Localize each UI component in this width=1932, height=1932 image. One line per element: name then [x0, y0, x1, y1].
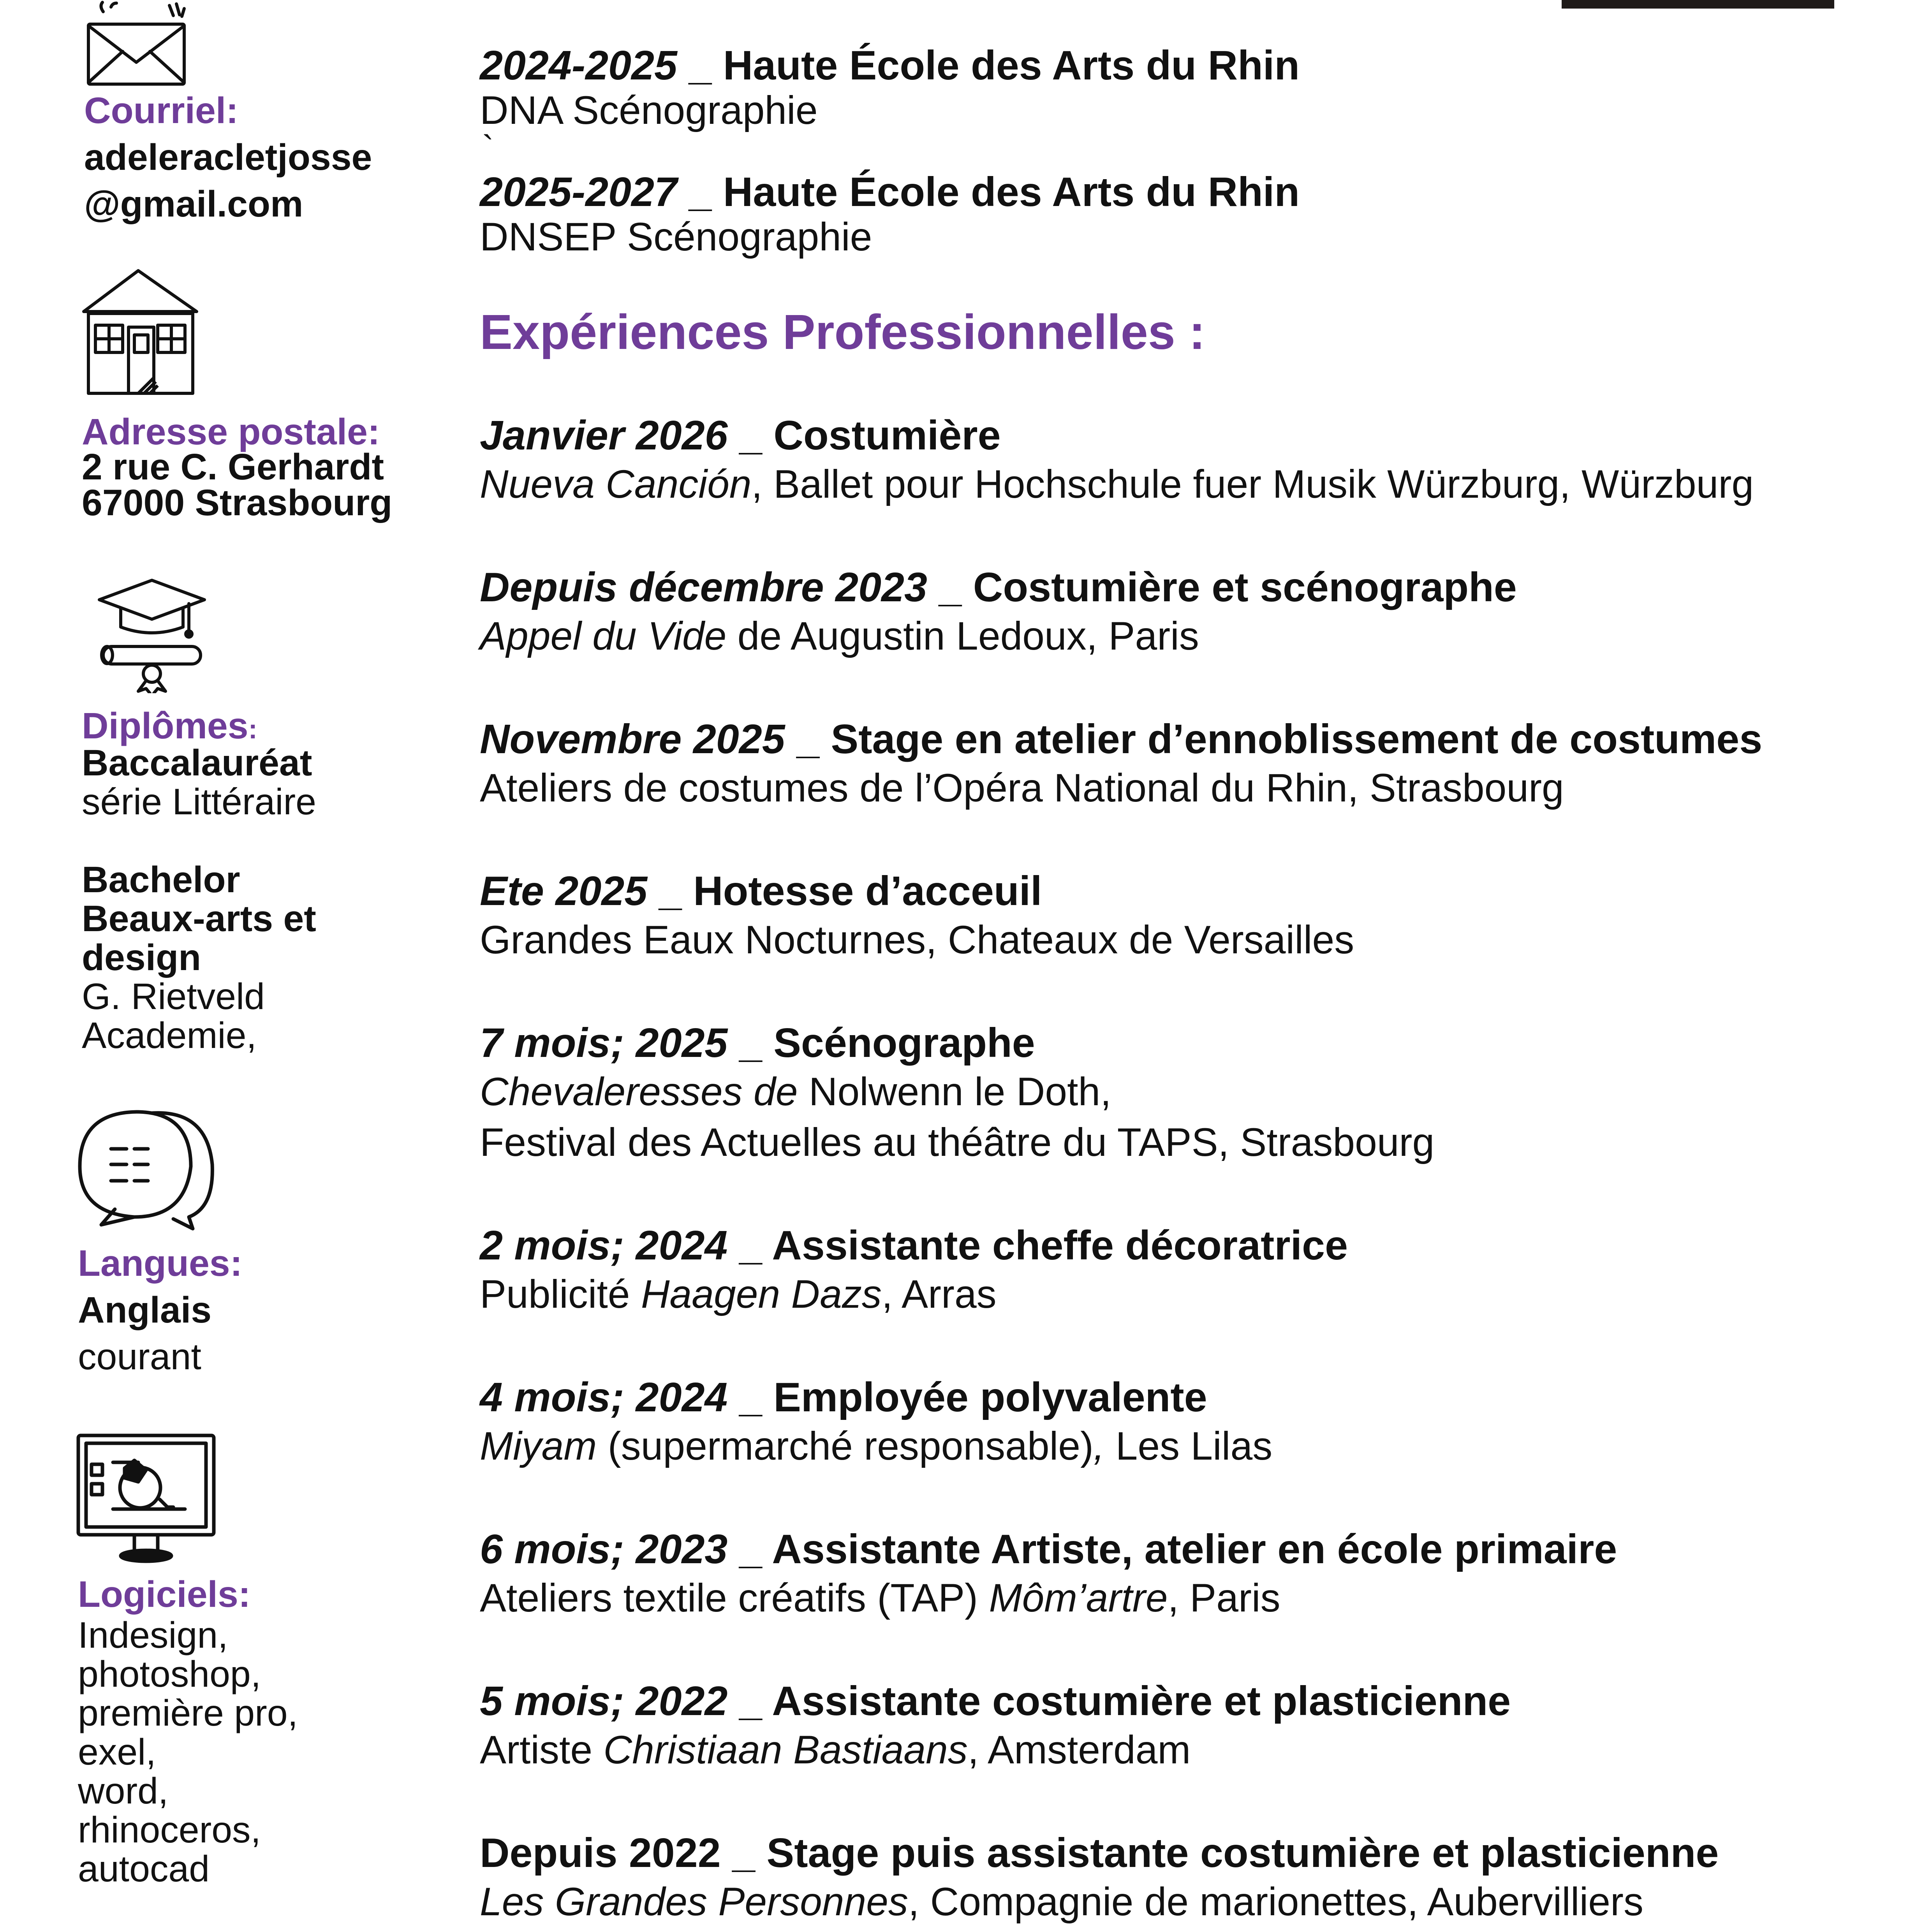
separator: _ [647, 868, 694, 914]
separator: _ [727, 1222, 772, 1268]
description-part: de Augustin Ledoux, Paris [726, 614, 1199, 658]
description-part: Grandes Eaux Nocturnes, Chateaux de Versailles [480, 918, 1354, 962]
bachelor-school-2: Academie, [82, 1015, 257, 1056]
separator: _ [677, 42, 723, 88]
email-line-2[interactable]: @gmail.com [84, 183, 303, 225]
profile-photo [1562, 0, 1834, 9]
experience-role: Employée polyvalente [773, 1374, 1207, 1420]
experience-date: Ete 2025 [480, 868, 648, 914]
software-item: Indesign, [78, 1615, 228, 1656]
experience-description [480, 1725, 1191, 1775]
software-item: photoshop, [78, 1654, 261, 1695]
experience-date: 6 mois; 2023 [480, 1526, 728, 1572]
education-school: Haute École des Arts du Rhin [723, 42, 1300, 88]
separator: _ [927, 564, 973, 610]
education-title [480, 169, 1300, 215]
education-school: Haute École des Arts du Rhin [723, 169, 1300, 215]
experience-date: Novembre 2025 [480, 716, 785, 762]
software-item: exel, [78, 1731, 156, 1773]
experience-title [480, 1223, 1348, 1268]
bac-detail: série Littéraire [82, 781, 316, 822]
address-city: 67000 Strasbourg [82, 482, 393, 523]
description-part: , Amsterdam [967, 1728, 1191, 1772]
experience-title [480, 413, 1001, 458]
envelope-icon [80, 0, 197, 90]
email-label: Courriel: [84, 90, 238, 131]
separator: _ [727, 1526, 772, 1572]
description-part: Chevaleresses de [480, 1069, 798, 1114]
experience-role: Assistante costumière et plasticienne [772, 1678, 1511, 1724]
address-label: Adresse postale: [82, 411, 380, 453]
experience-title [480, 1020, 1035, 1066]
software-item: autocad [78, 1848, 210, 1890]
experience-description-line-2: Festival des Actuelles au théâtre du TAPS, Strasbourg [480, 1120, 1435, 1164]
house-icon [80, 269, 204, 397]
experience-title [480, 1830, 1719, 1876]
education-title [480, 43, 1300, 88]
experience-role: Assistante Artiste, atelier en école primaire [772, 1526, 1617, 1572]
software-item: rhinoceros, [78, 1809, 261, 1851]
software-item: word, [78, 1770, 169, 1812]
experience-date: Depuis 2022 [480, 1830, 721, 1876]
experience-title [480, 1678, 1511, 1724]
description-part: , Compagnie de marionettes, Aubervilliers [908, 1879, 1643, 1924]
description-part: Nolwenn le Doth, [798, 1069, 1111, 1114]
description-part: Artiste [480, 1728, 604, 1772]
experience-role: Hotesse d’acceuil [693, 868, 1042, 914]
description-part: , Paris [1168, 1576, 1280, 1620]
stray-mark: ` [482, 129, 494, 168]
description-part: Ateliers de costumes de l’Opéra National du Rhin, Strasbourg [480, 766, 1564, 810]
experience-description [480, 611, 1199, 661]
software-label: Logiciels: [78, 1574, 251, 1615]
address-street: 2 rue C. Gerhardt [82, 446, 384, 488]
experience-heading: Expériences Professionnelles : [480, 305, 1205, 359]
email-line-1[interactable]: adeleracletjosse [84, 137, 372, 178]
experience-title [480, 565, 1517, 610]
description-part: , Ballet pour Hochschule fuer Musik Würzburg, Würzburg [751, 462, 1754, 506]
experience-title [480, 1527, 1617, 1572]
languages-label: Langues: [78, 1243, 243, 1284]
separator: _ [727, 412, 774, 458]
description-part: Les Lilas [1104, 1424, 1273, 1468]
experience-date: Depuis décembre 2023 [480, 564, 927, 610]
experience-description [480, 1067, 1111, 1117]
bac-title: Baccalauréat [82, 742, 312, 784]
separator: _ [727, 1020, 774, 1066]
experience-role: Stage en atelier d’ennoblissement de costumes [831, 716, 1763, 762]
description-part: Appel du Vide [480, 614, 727, 658]
education-degree: DNA Scénographie [480, 88, 818, 132]
language-name: Anglais [78, 1289, 212, 1331]
bachelor-line-2: Beaux-arts et [82, 898, 316, 939]
separator: _ [727, 1678, 772, 1724]
diplomas-label: Diplômes: [82, 705, 257, 747]
experience-role: Stage puis assistante costumière et plasticienne [766, 1830, 1719, 1876]
bachelor-school-1: G. Rietveld [82, 976, 265, 1017]
description-part: Christiaan Bastiaans [603, 1728, 968, 1772]
experience-date: 7 mois; 2025 [480, 1020, 728, 1066]
education-degree: DNSEP Scénographie [480, 215, 872, 259]
experience-role: Costumière et scénographe [973, 564, 1517, 610]
experience-role: Costumière [773, 412, 1001, 458]
experience-description [480, 1877, 1643, 1927]
experience-date: 2 mois; 2024 [480, 1222, 728, 1268]
description-part: Les Grandes Personnes [480, 1879, 908, 1924]
experience-role: Scénographe [773, 1020, 1035, 1066]
experience-description [480, 1270, 997, 1319]
graduation-cap-icon [95, 576, 208, 693]
description-part: , Arras [881, 1272, 997, 1316]
description-part: Haagen Dazs [641, 1272, 882, 1316]
experience-date: 4 mois; 2024 [480, 1374, 728, 1420]
experience-title [480, 868, 1042, 914]
software-item: première pro, [78, 1692, 298, 1734]
experience-description [480, 460, 1754, 509]
separator: _ [677, 169, 723, 215]
description-part: Ateliers textile créatifs (TAP) [480, 1576, 989, 1620]
description-part: Publicité [480, 1272, 641, 1316]
experience-description [480, 1573, 1280, 1623]
experience-description [480, 915, 1354, 965]
experience-title [480, 1375, 1207, 1420]
description-part: Miyam [480, 1424, 597, 1468]
experience-date: Janvier 2026 [480, 412, 728, 458]
bachelor-line-3: design [82, 937, 201, 978]
sidebar [0, 0, 448, 1932]
experience-role: Assistante cheffe décoratrice [772, 1222, 1348, 1268]
separator: _ [727, 1374, 774, 1420]
description-part: Nueva Canción [480, 462, 752, 506]
separator: _ [720, 1830, 767, 1876]
education-date: 2025-2027 [480, 169, 677, 215]
experience-date: 5 mois; 2022 [480, 1678, 728, 1724]
description-part: , [1093, 1424, 1105, 1468]
language-level: courant [78, 1336, 201, 1377]
experience-description [480, 1421, 1272, 1471]
speech-bubbles-icon [76, 1106, 220, 1235]
description-part: Môm’artre [989, 1576, 1168, 1620]
bachelor-line-1: Bachelor [82, 859, 240, 900]
description-part: (supermarché responsable) [597, 1424, 1094, 1468]
monitor-icon [76, 1433, 216, 1566]
education-date: 2024-2025 [480, 42, 677, 88]
experience-title [480, 717, 1762, 762]
experience-description [480, 763, 1564, 813]
separator: _ [785, 716, 831, 762]
